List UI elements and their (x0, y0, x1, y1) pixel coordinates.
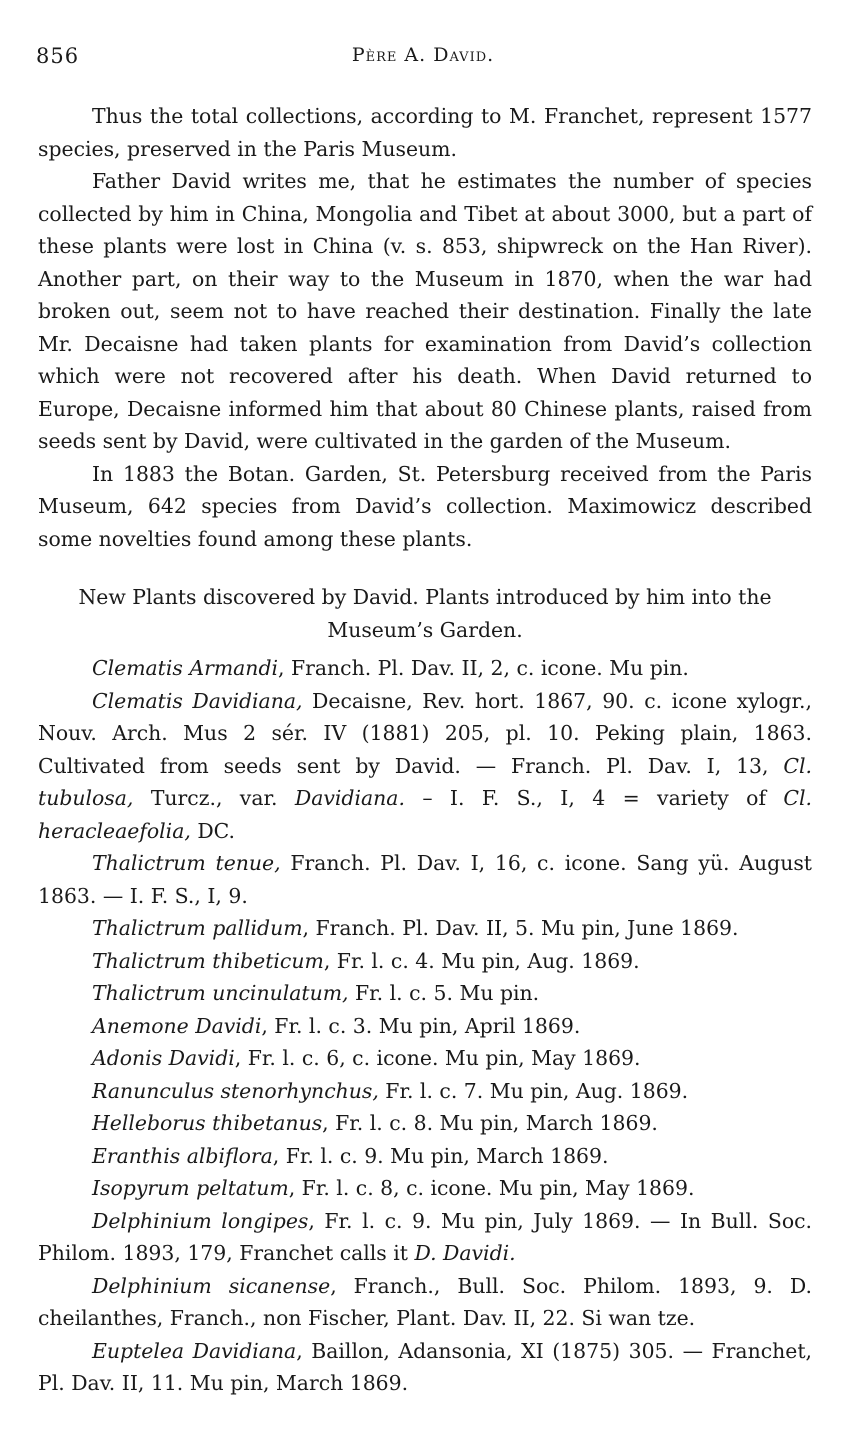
species-citation: , Franch., Bull. Soc. Philom. 1893, 9. D. cheilanthes, Franch., non Fischer, Plant. Dav. II, 22. Si wan tze. (38, 1273, 812, 1330)
species-citation: , Fr. l. c. 6, c. icone. Mu pin, May 1869. (234, 1046, 641, 1070)
species-citation: – I. F. S., I, 4 = variety of (404, 786, 784, 810)
species-entry (38, 1075, 812, 1108)
running-head: Père A. David. (351, 44, 495, 66)
species-name: Davidiana. (294, 786, 405, 810)
species-entry (38, 685, 812, 848)
species-name: Isopyrum peltatum (92, 1176, 289, 1200)
species-entry (38, 1335, 812, 1400)
species-citation: Fr. l. c. 5. Mu pin. (348, 981, 540, 1005)
species-citation: DC. (190, 818, 236, 843)
species-name: Anemone Davidi (92, 1013, 262, 1038)
species-citation: , Franch. Pl. Dav. II, 2, c. icone. Mu pin. (278, 656, 689, 680)
species-citation: , Fr. l. c. 9. Mu pin, July 1869. — In Bull. Soc. Philom. 1893, 179, Franchet calls it (38, 1208, 812, 1265)
species-entry (38, 945, 812, 978)
species-name: D. Davidi. (414, 1241, 516, 1265)
species-citation: , Fr. l. c. 8, c. icone. Mu pin, May 1869. (288, 1176, 695, 1200)
species-entry (38, 1010, 812, 1043)
species-name: Clematis Davidiana, (92, 688, 303, 713)
species-name: Thalictrum pallidum (92, 916, 303, 940)
species-citation: Turcz., var. (133, 786, 295, 810)
species-name: Clematis Armandi (92, 656, 279, 680)
paragraph: Father David writes me, that he estimates the number of species collected by him in China, Mongolia and Tibet at about 3000, but a part of these plants were lost in China (v. s. 853, shipwreck on the Han River). Another part, on their way to the Museum in 1870, when the war had broken out, seem not to have reached their destination. Finally the late Mr. Decaisne had taken plants for examination from David’s collection which were not recovered after his death. When David returned to Europe, Decaisne informed him that about 80 Chinese plants, raised from seeds sent by David, were cultivated in the garden of the Museum. (38, 169, 812, 453)
species-name: Euptelea Davidiana (92, 1338, 297, 1363)
species-name: Thalictrum thibeticum (92, 948, 324, 973)
species-citation: , Franch. Pl. Dav. II, 5. Mu pin, June 1869. (302, 916, 739, 940)
species-citation: , Fr. l. c. 9. Mu pin, March 1869. (272, 1143, 609, 1168)
species-entry (38, 1042, 812, 1075)
paragraph: Thus the total collections, according to M. Franchet, represent 1577 species, preserved in the Paris Museum. (38, 104, 812, 161)
species-name: Adonis Davidi (92, 1046, 235, 1070)
species-citation: , Fr. l. c. 4. Mu pin, Aug. 1869. (323, 948, 640, 973)
species-citation: Decaisne, Rev. hort. 1867, 90. c. icone xylogr., Nouv. Arch. Mus 2 sér. IV (1881) 205, pl. 10. Peking plain, 1863. Cultivated from seeds sent by David. — Franch. Pl. Dav. I, 13, (38, 688, 812, 778)
species-entry (38, 847, 812, 912)
species-name: Eranthis albiflora (92, 1143, 273, 1168)
species-entry (38, 912, 812, 945)
species-citation: , Baillon, Adansonia, XI (1875) 305. — Franchet, Pl. Dav. II, 11. Mu pin, March 1869. (38, 1338, 813, 1395)
species-entry (38, 1205, 812, 1270)
species-name: Delphinium longipes (92, 1208, 309, 1233)
paragraph: In 1883 the Botan. Garden, St. Petersburg received from the Paris Museum, 642 species from David’s collection. Maximowicz described some novelties found among these plants. (38, 461, 812, 551)
section-heading: New Plants discovered by David. Plants introduced by him into the Museum’s Garden. (78, 585, 772, 642)
species-entry (38, 1270, 812, 1335)
species-entry (38, 1140, 812, 1173)
page-number: 856 (36, 44, 80, 68)
body-text (38, 100, 812, 1400)
species-citation: , Fr. l. c. 3. Mu pin, April 1869. (261, 1013, 581, 1038)
species-name: Helleborus thibetanus (92, 1111, 323, 1135)
species-name: Delphinium sicanense (92, 1273, 331, 1298)
species-entry (38, 1172, 812, 1205)
species-name: Cl. heracleaefolia, (38, 786, 812, 843)
species-name: Thalictrum uncinulatum, (92, 981, 349, 1005)
species-name: Ranunculus stenorhynchus, (92, 1078, 379, 1103)
species-citation: Fr. l. c. 7. Mu pin, Aug. 1869. (378, 1078, 689, 1103)
page-header (36, 44, 810, 78)
species-name: Thalictrum tenue, (92, 851, 281, 875)
species-name: Cl. tubulosa, (38, 753, 812, 810)
species-entry (38, 1107, 812, 1140)
species-entry (38, 652, 812, 685)
species-entry (38, 977, 812, 1010)
species-citation: Franch. Pl. Dav. I, 16, c. icone. Sang yü. August 1863. — I. F. S., I, 9. (38, 851, 812, 908)
species-citation: , Fr. l. c. 8. Mu pin, March 1869. (322, 1111, 658, 1135)
